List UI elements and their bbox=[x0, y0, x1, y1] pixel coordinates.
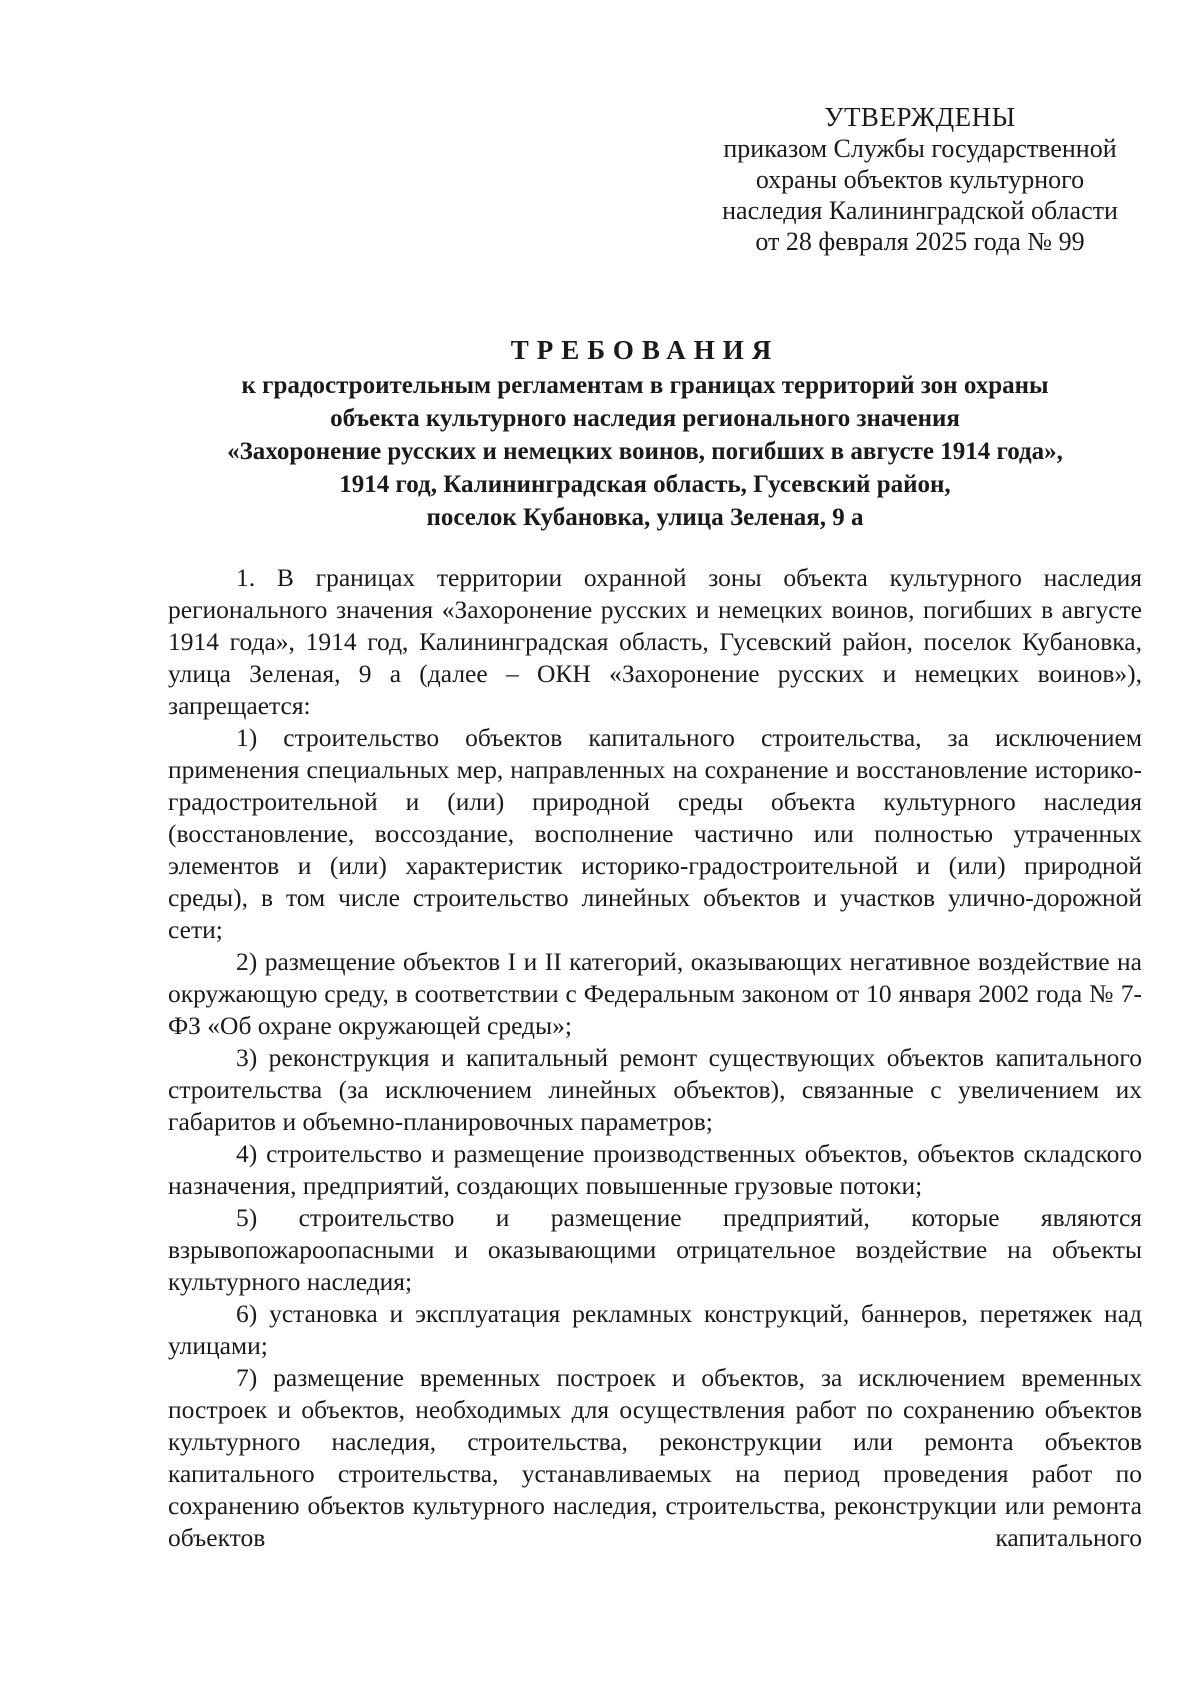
heading-line: «Захоронение русских и немецких воинов, погибших в августе 1914 года», bbox=[227, 438, 1063, 465]
list-item: 7) размещение временных построек и объектов, за исключением временных построек и объектов, необходимых для осуществления работ по сохранению объектов культурного наследия, строительства, реконструкции или ремонта объектов капитального строительства, устанавливаемых на период проведения работ по сохранению объектов культурного наследия, строительства, реконструкции или ремонта объектов капитального bbox=[168, 1363, 1142, 1552]
document-body bbox=[168, 562, 1142, 1554]
requirements-heading bbox=[160, 334, 1130, 534]
approval-block bbox=[700, 102, 1140, 257]
list-item: 4) строительство и размещение производственных объектов, объектов складского назначения, предприятий, создающих повышенные грузовые потоки; bbox=[168, 1139, 1142, 1200]
list-item: 1) строительство объектов капитального строительства, за исключением применения специальных мер, направленных на сохранение и восстановление историко-градостроительной и (или) природной среды объекта культурного наследия (восстановление, воссоздание, восполнение частично или полностью утраченных элементов и (или) характеристик историко-градостроительной и (или) природной среды), в том числе строительство линейных объектов и участков улично-дорожной сети; bbox=[168, 723, 1142, 944]
heading-line: поселок Кубановка, улица Зеленая, 9 а bbox=[426, 504, 864, 531]
approval-line: охраны объектов культурного bbox=[755, 165, 1085, 194]
approval-order-date: от 28 февраля 2025 года № 99 bbox=[755, 227, 1085, 256]
heading-line: к градостроительным регламентам в границах территорий зон охраны bbox=[241, 372, 1049, 399]
list-item: 2) размещение объектов I и II категорий, оказывающих негативное воздействие на окружающую среду, в соответствии с Федеральным законом от 10 января 2002 года № 7-ФЗ «Об охране окружающей среды»; bbox=[168, 947, 1142, 1040]
approval-line: наследия Калининградской области bbox=[722, 196, 1118, 225]
list-item: 3) реконструкция и капитальный ремонт существующих объектов капитального строительства (за исключением линейных объектов), связанные с увеличением их габаритов и объемно-планировочных параметров; bbox=[168, 1043, 1142, 1136]
approval-line: приказом Службы государственной bbox=[723, 134, 1117, 163]
list-item: 5) строительство и размещение предприятий, которые являются взрывопожароопасными и оказывающими отрицательное воздействие на объекты культурного наследия; bbox=[168, 1203, 1142, 1296]
heading-title: ТРЕБОВАНИЯ bbox=[510, 335, 780, 365]
list-item: 6) установка и эксплуатация рекламных конструкций, баннеров, перетяжек над улицами; bbox=[168, 1299, 1142, 1360]
main-clause-paragraph: 1. В границах территории охранной зоны объекта культурного наследия регионального значения «Захоронение русских и немецких воинов, погибших в августе 1914 года», 1914 год, Калининградская область, Гусевский район, поселок Кубановка, улица Зеленая, 9 а (далее – ОКН «Захоронение русских и немецких воинов»), запрещается: bbox=[168, 563, 1142, 720]
approval-title: УТВЕРЖДЕНЫ bbox=[824, 102, 1016, 132]
heading-line: объекта культурного наследия регионального значения bbox=[330, 405, 960, 432]
heading-line: 1914 год, Калининградская область, Гусевский район, bbox=[339, 471, 951, 498]
